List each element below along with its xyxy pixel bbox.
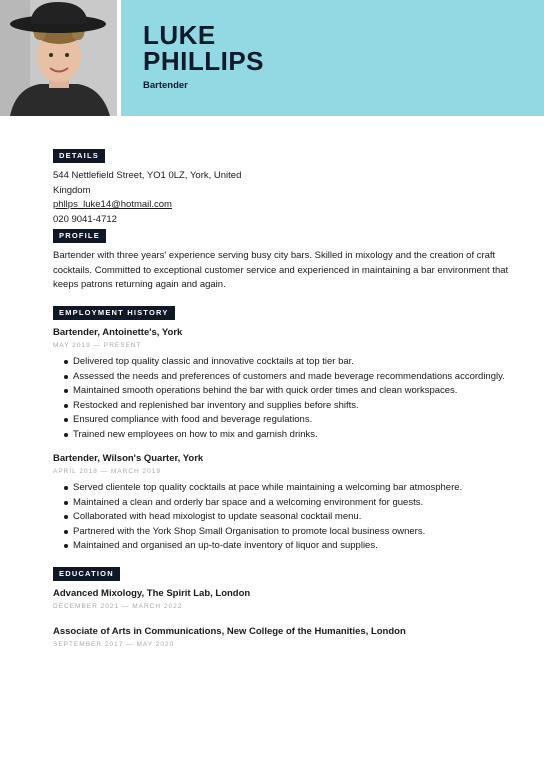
list-item: Assessed the needs and preferences of customers and made beverage recommendations accordingly.: [53, 370, 523, 385]
candidate-name: [143, 22, 264, 74]
address-line-1: 544 Nettlefield Street, YO1 0LZ, York, United: [53, 170, 242, 181]
education-dates: DECEMBER 2021 — MARCH 2022: [53, 603, 183, 610]
email-link[interactable]: phllps_luke14@hotmail.com: [53, 199, 172, 210]
job-dates: MAY 2019 — PRESENT: [53, 342, 142, 349]
profile-line: cocktails. Committed to exceptional customer service and experienced in maintaining a bar environment that: [53, 264, 509, 276]
job-title-entry: Bartender, Wilson's Quarter, York: [53, 453, 204, 464]
employment-heading: EMPLOYMENT HISTORY: [53, 306, 175, 320]
education-heading: EDUCATION: [53, 567, 120, 581]
first-name: LUKE: [143, 20, 216, 50]
address-line-2: Kingdom: [53, 184, 91, 196]
profile-line: keeps patrons returning again and again.: [53, 279, 226, 290]
job-dates: APRIL 2018 — MARCH 2019: [53, 468, 162, 475]
profile-line: Bartender with three years' experience serving busy city bars. Skilled in mixology and the creation of craft: [53, 250, 496, 261]
list-item: Delivered top quality classic and innovative cocktails at top tier bar.: [53, 355, 523, 370]
list-item: Maintained smooth operations behind the bar with quick order times and clean workspaces.: [53, 384, 523, 399]
list-item: Trained new employees on how to mix and garnish drinks.: [53, 428, 523, 443]
header-banner: [121, 0, 544, 116]
job-responsibilities: [53, 355, 523, 443]
list-item: Restocked and replenished bar inventory and supplies before shifts.: [53, 399, 523, 414]
job-title: Bartender: [143, 80, 188, 91]
list-item: Maintained a clean and orderly bar space and a welcoming environment for guests.: [53, 496, 523, 511]
list-item: Ensured compliance with food and beverage regulations.: [53, 413, 523, 428]
education-dates: SEPTEMBER 2017 — MAY 2020: [53, 641, 175, 648]
resume-header: [0, 0, 544, 116]
list-item: Maintained and organised an up-to-date inventory of liquor and supplies.: [53, 539, 523, 554]
job-responsibilities: [53, 481, 523, 554]
education-title: Advanced Mixology, The Spirit Lab, London: [53, 588, 251, 599]
portrait-illustration: [0, 0, 117, 116]
details-heading: DETAILS: [53, 149, 105, 163]
list-item: Partnered with the York Shop Small Organisation to promote local business owners.: [53, 525, 523, 540]
profile-heading: PROFILE: [53, 229, 106, 243]
phone-number: 020 9041-4712: [53, 213, 117, 225]
profile-photo: [0, 0, 117, 116]
last-name: PHILLIPS: [143, 46, 265, 76]
list-item: Served clientele top quality cocktails at pace while maintaining a welcoming bar atmosphere.: [53, 481, 523, 496]
education-title: Associate of Arts in Communications, New College of the Humanities, London: [53, 626, 406, 637]
list-item: Collaborated with head mixologist to update seasonal cocktail menu.: [53, 510, 523, 525]
job-title-entry: Bartender, Antoinette's, York: [53, 327, 183, 338]
